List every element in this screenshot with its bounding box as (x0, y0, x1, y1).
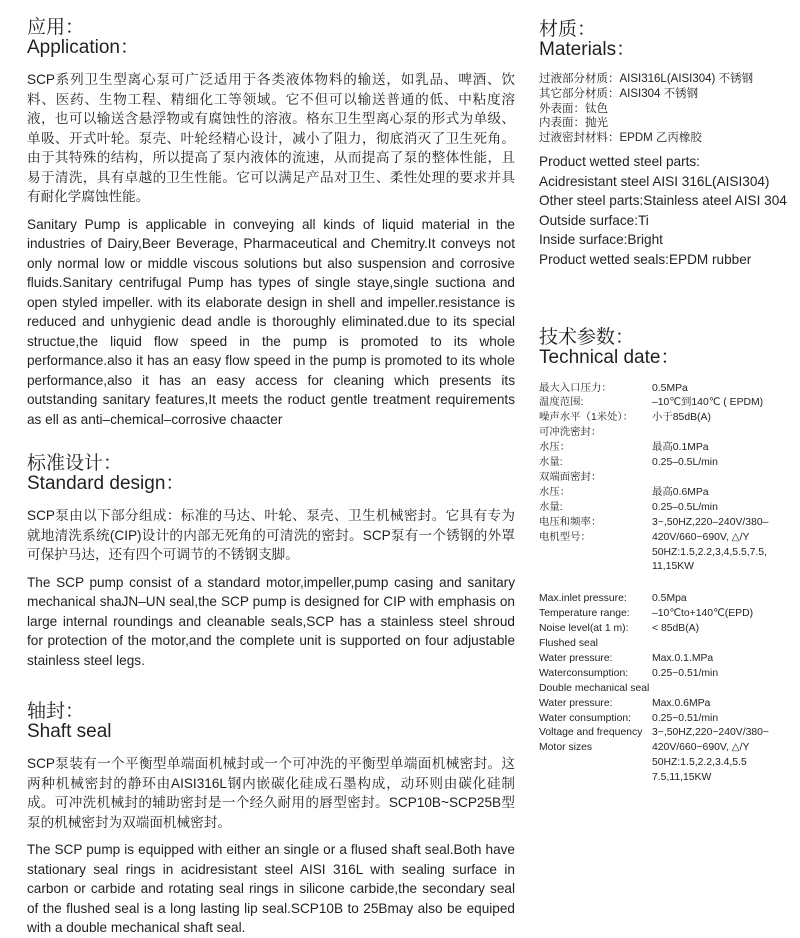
spec-row (539, 756, 797, 771)
spec-label: Max.inlet pressure: (539, 593, 627, 605)
shaft-text-zh: SCP泵装有一个平衡型单端面机械封或一个可冲洗的平衡型单端面机械密封。这两种机械密封的静环由AISI316L钢内嵌碳化硅成石墨构成，动环则由碳化硅制成。可冲洗机械封的辅助密封是一个经久耐用的唇型密封。SCP10B~SCP25B型泵的机械密封为双端面机械密封。 (27, 756, 515, 830)
spec-value: 0.25–0.5L/min (652, 501, 718, 513)
shaft-title-en: Shaft seal (27, 721, 112, 742)
materials-title-en: Materials： (539, 39, 636, 60)
spec-value: 50HZ:1.5,2.2,3,4,5.5,7.5, (652, 546, 767, 558)
spec-label: 双端面密封： (539, 471, 602, 483)
spec-value: 小于85dB(A) (652, 412, 711, 424)
spec-value (652, 682, 797, 697)
standard-title-zh: 标准设计： (27, 453, 123, 474)
spec-value: 0.25–0.5L/min (652, 457, 718, 469)
left-column (27, 18, 515, 938)
materials-list-zh (539, 72, 797, 146)
technical-section (539, 328, 797, 787)
technical-title-en: Technical date： (539, 346, 680, 368)
spec-row (539, 426, 797, 441)
spec-label: 噪声水平（1米处）： (539, 412, 634, 424)
application-text-en: Sanitary Pump is applicable in conveying all kinds of liquid material in the industries of Dairy,Beer Beverage, Pharmaceutical and Chemitry.It conveys not only normal low or middle viscous solutions but also suspension and corrosive fluids.Sanitary centrifugal Pump has types of single staye,single suctiona and open styled impeller. with its elaborate design in shell and impeller.resistance is reduced and unhygienic dead andle is thoroughly eliminated.due to its special structue,the liquid flow speed in the pump is promoted to its whole performance.also it has an easy flow speed in the pump is promoted to its whole performance,also it has an easy access for cleaning which presents its outstanding sanitary features,It meets the roduct gentle treatment requirements as ell as anti–chemical–corrosive chaacter (27, 216, 515, 427)
material-line: Product wetted steel parts: (539, 153, 700, 169)
spec-value: –10℃to+140℃(EPD) (652, 608, 754, 620)
spec-value: 0.25~0.51/min (652, 712, 719, 724)
spec-row (539, 501, 797, 516)
spec-value: 0.5MPa (652, 382, 688, 394)
spec-value: 420V/660~690V, △/Y (652, 742, 750, 754)
material-line: Outside surface:Ti (539, 212, 649, 228)
spec-row (539, 697, 797, 712)
spec-value: 最高0.1MPa (652, 442, 709, 454)
material-line: Inside surface:Bright (539, 232, 663, 248)
spec-label (539, 771, 652, 786)
shaft-title-zh: 轴封： (27, 701, 85, 722)
spec-row (539, 622, 797, 637)
spec-row (539, 396, 797, 411)
application-title-en: Application： (27, 37, 139, 58)
material-line: Other steel parts:Stainless ateel AISI 304 (539, 193, 787, 209)
spec-row (539, 531, 797, 546)
standard-text-zh: SCP泵由以下部分组成：标准的马达、叶轮、泵壳、卫生机械密封。它具有专为就地清洗系统(CIP)设计的内部无死角的可清洗的密封。SCP泵有一个锈钢的外罩可保护马达，还有四个可调节的不锈钢支脚。 (27, 508, 515, 562)
spec-value: 3~,50HZ,220~240V/380~ (652, 727, 769, 739)
spec-row (539, 471, 797, 486)
technical-table-zh (539, 382, 797, 576)
spec-label: 水量: (539, 501, 563, 513)
standard-title-en: Standard design： (27, 473, 185, 494)
spec-value: 11,15KW (652, 561, 694, 573)
spec-label: Voltage and frequency (539, 727, 643, 739)
spec-row (539, 456, 797, 471)
spec-label: 水压： (539, 442, 571, 454)
materials-section (539, 20, 797, 270)
spec-value: 50HZ:1.5,2.2,3.4,5.5 (652, 757, 747, 769)
spec-label: Motor sizes (539, 742, 593, 754)
spec-label: Temperature range: (539, 608, 630, 620)
spec-value: Max.0.1.MPa (652, 652, 714, 664)
spec-row (539, 560, 797, 575)
application-section (27, 18, 515, 429)
application-text-zh: SCP系列卫生型离心泵可广泛适用于各类液体物料的输送，如乳品、啤酒、饮料、医药、生物工程、精细化工等领域。它不但可以输送普通的低、中粘度溶液，也可以输送含悬浮物或有腐蚀性的溶液。格东卫生型离心泵的形式为单级、单吸、开式叶轮。泵壳、叶轮经精心设计，减小了阻力，彻底消灭了卫生死角。由于其特殊的结构，所以提高了泵内液体的流速，从而提高了泵的整体性能，且易于清洗，具有卓越的卫生性能。它可以满足产品对卫生、柔性处理的要求并具有耐化学腐蚀性能。 (27, 72, 515, 204)
spec-label (539, 546, 652, 561)
material-line: 过液部分材质：AISI316L(AISI304) 不锈钢 (539, 73, 754, 85)
spec-label: Water consumption: (539, 712, 632, 724)
spec-label: Noise level(at 1 m): (539, 623, 629, 635)
spec-value: –10℃到140℃ ( EPDM) (652, 397, 764, 409)
spec-label (539, 560, 652, 575)
spec-label: Waterconsumption: (539, 667, 629, 679)
spec-label: 可冲洗密封： (539, 427, 602, 439)
spec-value (652, 637, 797, 652)
materials-title-zh: 材质： (539, 19, 597, 40)
spec-row (539, 771, 797, 786)
technical-table-en (539, 592, 797, 786)
spec-value: 420V/660~690V, △/Y (652, 531, 750, 543)
material-line: Product wetted seals:EPDM rubber (539, 251, 752, 267)
spec-row (539, 712, 797, 727)
spec-label: Water pressure: (539, 652, 613, 664)
technical-title-zh: 技术参数： (539, 326, 635, 348)
spec-row (539, 667, 797, 682)
spec-label: Double mechanical seal (539, 682, 650, 694)
shaft-seal-section (27, 702, 515, 938)
spec-value: 0.5Mpa (652, 593, 687, 605)
spec-label: 最大入口压力： (539, 382, 612, 394)
spec-value: Max.0.6MPa (652, 697, 711, 709)
standard-design-section (27, 454, 515, 670)
shaft-text-en: The SCP pump is equipped with either an single or a flused shaft seal.Both have stationary seal rings in acidresistant steel AISI 316L with sealing surface in carbon or carbide and rotating seal rings in silicone carbide,the secondary seal of the flushed seal is a long lasting lip seal.SCP10B to 25Bmay also be equiped with a double mechanical shaft seal. (27, 842, 515, 935)
spec-row (539, 607, 797, 622)
spec-value: < 85dB(A) (652, 623, 700, 635)
spec-row (539, 592, 797, 607)
spec-label: 水量: (539, 457, 563, 469)
spec-label: Flushed seal (539, 638, 598, 650)
spec-value: 3~,50HZ,220–240V/380– (652, 516, 769, 528)
spec-value: 7.5,11,15KW (652, 772, 712, 784)
spec-row (539, 682, 797, 697)
material-line: 外表面：钛色 (539, 102, 608, 115)
standard-text-en: The SCP pump consist of a standard motor,impeller,pump casing and sanitary mechanical shaJN–UN seal,the SCP pump is designed for CIP with emphasis on large internal roundings and cleanable seals,SCP has a stainless steel shroud for protection of the motor,and the complete unit is supported on four adjustable stainless steel legs. (27, 574, 515, 668)
spec-row (539, 652, 797, 667)
spec-label: Water pressure: (539, 697, 613, 709)
materials-list-en (539, 152, 797, 270)
spec-value (652, 426, 797, 441)
spec-row (539, 441, 797, 456)
spec-value (652, 471, 797, 486)
spec-row (539, 726, 797, 741)
material-line: 其它部分材质：AISI304 不锈钢 (539, 87, 699, 100)
spec-label: 水压： (539, 486, 571, 498)
spec-label: 电压和频率： (539, 516, 602, 528)
spec-label: 温度范围: (539, 397, 584, 409)
spec-value: 0.25~0.51/min (652, 667, 719, 679)
spec-row (539, 637, 797, 652)
right-column (539, 20, 797, 786)
material-line: 内表面：抛光 (539, 117, 608, 130)
material-line: Acidresistant steel AISI 316L(AISI304) (539, 173, 770, 189)
spec-row (539, 411, 797, 426)
spec-row (539, 546, 797, 561)
material-line: 过液密封材料：EPDM 乙丙橡胶 (539, 132, 702, 145)
spec-row (539, 741, 797, 756)
spec-label: 电机型号： (539, 531, 591, 543)
spec-label (539, 756, 652, 771)
application-title-zh: 应用： (27, 17, 85, 38)
spec-row (539, 486, 797, 501)
spec-row (539, 516, 797, 531)
spec-row (539, 382, 797, 397)
spec-value: 最高0.6MPa (652, 486, 709, 498)
